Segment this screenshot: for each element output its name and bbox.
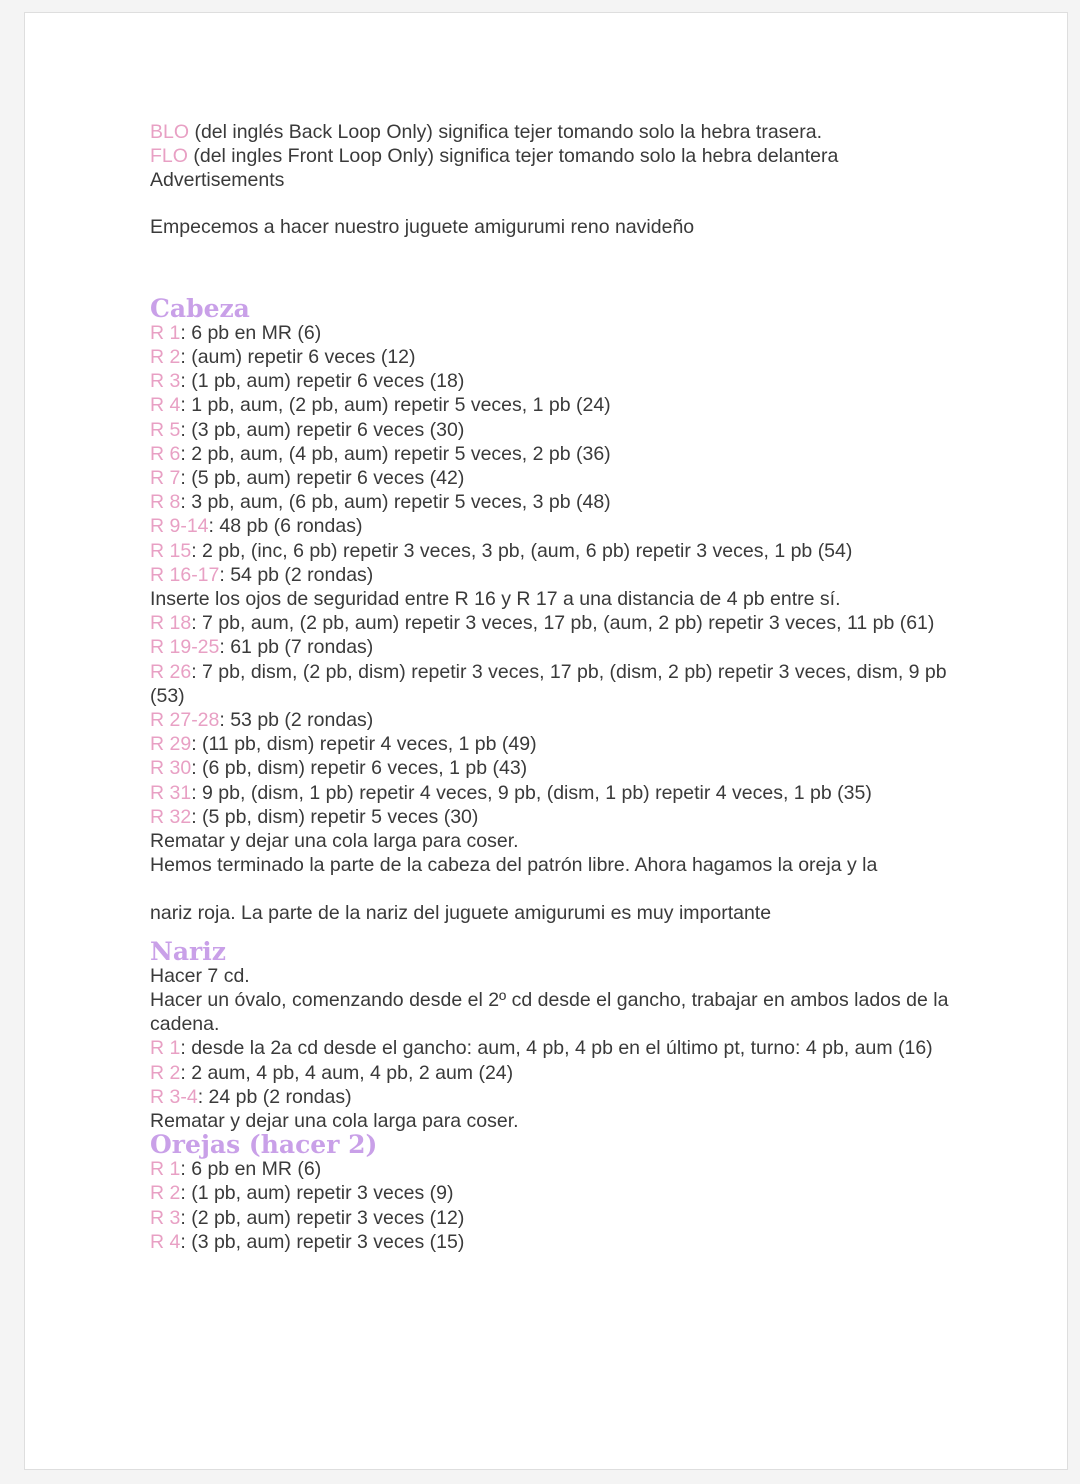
pattern-row: R 5: (3 pb, aum) repetir 6 veces (30) [150, 418, 465, 441]
flo-definition: FLO (del ingles Front Loop Only) significa tejer tomando solo la hebra delantera [150, 145, 839, 168]
pattern-content [150, 120, 954, 1254]
nose-rows [150, 1036, 950, 1109]
instruction-note: Inserte los ojos de seguridad entre R 16 y R 17 a una distancia de 4 pb entre sí. [150, 588, 841, 611]
nose-intro-note: nariz roja. La parte de la nariz del juguete amigurumi es muy importante [150, 902, 772, 925]
pattern-row: R 2: 2 aum, 4 pb, 4 aum, 4 pb, 2 aum (24) [150, 1061, 514, 1084]
pattern-row: R 7: (5 pb, aum) repetir 6 veces (42) [150, 467, 465, 490]
pattern-row: R 6: 2 pb, aum, (4 pb, aum) repetir 5 veces, 2 pb (36) [150, 442, 611, 465]
pattern-row: R 8: 3 pb, aum, (6 pb, aum) repetir 5 veces, 3 pb (48) [150, 491, 611, 514]
flo-abbrev: FLO [150, 145, 188, 168]
ears-rows [150, 1157, 950, 1254]
section-title-nose: Nariz [150, 936, 226, 966]
blo-definition: BLO (del inglés Back Loop Only) significa tejer tomando solo la hebra trasera. [150, 121, 823, 143]
pattern-row: R 16-17: 54 pb (2 rondas) [150, 563, 374, 586]
pattern-row: R 1: 6 pb en MR (6) [150, 321, 322, 344]
nose-finish-note: Rematar y dejar una cola larga para coser. [150, 1109, 519, 1132]
section-title-ears: Orejas (hacer 2) [150, 1130, 378, 1160]
pattern-row: R 26: 7 pb, dism, (2 pb, dism) repetir 3 veces, 17 pb, (dism, 2 pb) repetir 3 veces, dism, 9 pb (53) [150, 660, 953, 707]
pattern-row: R 9-14: 48 pb (6 rondas) [150, 515, 363, 538]
nose-chain-note: Hacer 7 cd. [150, 964, 250, 987]
document-page [24, 12, 1068, 1470]
head-rows [150, 321, 953, 829]
head-done-note: Hemos terminado la parte de la cabeza del patrón libre. Ahora hagamos la oreja y la [150, 854, 878, 877]
pattern-row: R 2: (aum) repetir 6 veces (12) [150, 346, 416, 369]
pattern-row: R 4: 1 pb, aum, (2 pb, aum) repetir 5 veces, 1 pb (24) [150, 394, 611, 417]
pattern-row: R 1: 6 pb en MR (6) [150, 1158, 322, 1181]
pattern-row: R 3-4: 24 pb (2 rondas) [150, 1085, 352, 1108]
advertisements-label: Advertisements [150, 169, 285, 192]
pattern-row: R 32: (5 pb, dism) repetir 5 veces (30) [150, 805, 479, 828]
pattern-row: R 18: 7 pb, aum, (2 pb, aum) repetir 3 veces, 17 pb, (aum, 2 pb) repetir 3 veces, 11 pb (61) [150, 612, 935, 635]
nose-oval-note: Hacer un óvalo, comenzando desde el 2º cd desde el gancho, trabajar en ambos lados de la cadena. [150, 988, 954, 1036]
pattern-row: R 15: 2 pb, (inc, 6 pb) repetir 3 veces, 3 pb, (aum, 6 pb) repetir 3 veces, 1 pb (54) [150, 539, 853, 562]
section-title-head: Cabeza [150, 293, 250, 323]
pattern-row: R 29: (11 pb, dism) repetir 4 veces, 1 pb (49) [150, 733, 537, 756]
intro-sentence: Empecemos a hacer nuestro juguete amigurumi reno navideño [150, 215, 695, 238]
blo-abbrev: BLO [150, 121, 190, 143]
pattern-row: R 4: (3 pb, aum) repetir 3 veces (15) [150, 1230, 465, 1253]
pattern-row: R 27-28: 53 pb (2 rondas) [150, 709, 374, 732]
head-finish-note: Rematar y dejar una cola larga para coser. [150, 830, 519, 853]
pattern-row: R 3: (2 pb, aum) repetir 3 veces (12) [150, 1206, 465, 1229]
pattern-row: R 3: (1 pb, aum) repetir 6 veces (18) [150, 370, 465, 393]
pattern-row: R 30: (6 pb, dism) repetir 6 veces, 1 pb (43) [150, 757, 528, 780]
pattern-row: R 19-25: 61 pb (7 rondas) [150, 636, 374, 659]
pattern-row: R 2: (1 pb, aum) repetir 3 veces (9) [150, 1182, 454, 1205]
pattern-row: R 31: 9 pb, (dism, 1 pb) repetir 4 veces, 9 pb, (dism, 1 pb) repetir 4 veces, 1 pb (35) [150, 781, 872, 804]
pattern-row: R 1: desde la 2a cd desde el gancho: aum, 4 pb, 4 pb en el último pt, turno: 4 pb, aum (16) [150, 1037, 933, 1060]
